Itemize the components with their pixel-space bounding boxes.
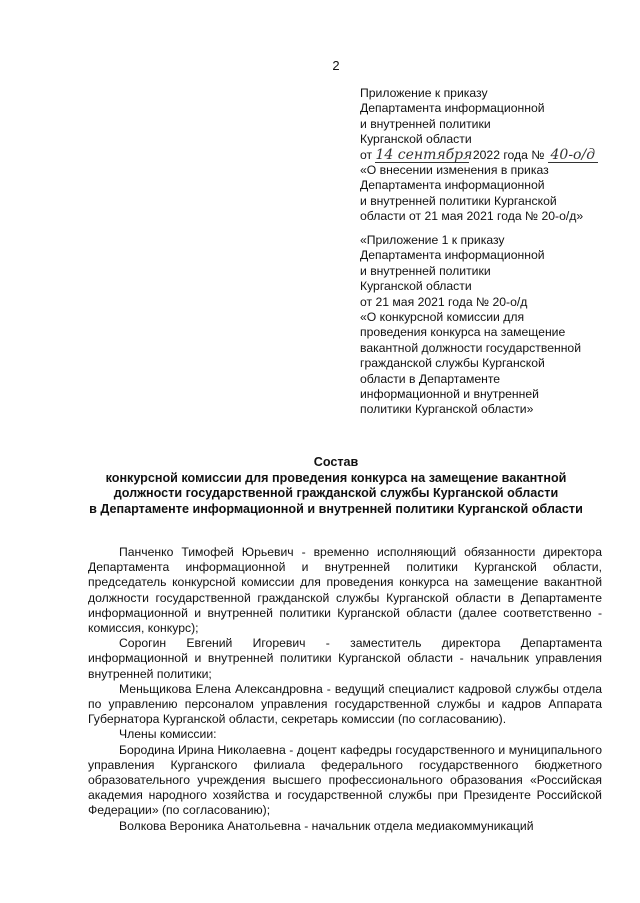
paragraph-deputy-chairman: Сорогин Евгений Игоревич - заместитель директора Департамента информационной и внутренней политики Курганской области - начальник управления внутренней политики; [88,636,602,681]
appendix-quote-line: вакантной должности государственной [360,340,582,355]
paragraph-members-label: Члены комиссии: [119,727,217,742]
appendix-header-line: Курганской области [360,132,472,147]
appendix-quote-line: Департамента информационной [360,248,545,263]
paragraph-member: Бородина Ирина Николаевна - доцент кафедры государственного и муниципального управления Курганского филиала федерального государственного бюджетного образовательного учреждения высшего профессионального образования «Российская академия народного хозяйства и государственной службы при Президенте Российской Федерации» (по согласованию); [88,742,602,818]
appendix-quote-line: и внутренней политики [360,263,491,278]
page-number: 2 [332,58,340,73]
heading-line: в Департаменте информационной и внутренней политики Курганской области [89,501,583,516]
paragraph-secretary: Меньщикова Елена Александровна - ведущий специалист кадровой службы отдела по управлению персоналом управления государственной службы и кадров Аппарата Губернатора Курганской области, секретарь комиссии (по согласованию). [88,681,602,727]
appendix-header [360,86,620,225]
appendix-header-line: «О внесении изменения в приказ [360,163,549,178]
appendix-quote-line: «Приложение 1 к приказу [360,233,505,247]
appendix-quote-line: Курганской области [360,279,472,294]
appendix-header-line: Приложение к приказу [360,86,488,100]
appendix-quote-line: области в Департаменте [360,371,501,386]
heading-line: должности государственной гражданской службы Курганской области [113,486,559,500]
appendix-quote [360,233,620,418]
heading-line: конкурсной комиссии для проведения конкурса на замещение вакантной [105,470,567,485]
appendix-quote-line: «О конкурсной комиссии для [360,310,525,325]
appendix-quote-line: от 21 мая 2021 года № 20-о/д [360,294,528,309]
appendix-quote-line: проведения конкурса на замещение [360,325,566,340]
heading-title: Состав [313,455,359,469]
date-prefix: от [360,147,373,162]
appendix-header-line: Департамента информационной [360,178,545,193]
appendix-quote-line: гражданской службы Курганской [360,356,545,371]
appendix-header-line: и внутренней политики [360,116,491,131]
document-heading [40,455,632,517]
handwritten-date: 14 сентября [375,146,473,163]
paragraph-chairman: Панченко Тимофей Юрьевич - временно исполняющий обязанности директора Департамента информационной и внутренней политики Курганской области, председатель конкурсной комиссии для проведения конкурса на замещение вакантной должности государственной гражданской службы Курганской области в Департаменте информационной и внутренней политики Курганской области (далее соответственно - комиссия, конкурс); [88,545,602,636]
appendix-date-line [360,148,620,163]
appendix-header-line: Департамента информационной [360,101,545,116]
commission-members [88,545,602,834]
appendix-quote-line: информационной и внутренней [360,387,539,402]
paragraph-member: Волкова Вероника Анатольевна - начальник отдела медиакоммуникаций [119,818,534,833]
appendix-header-line: области от 21 мая 2021 года № 20-о/д» [360,209,584,224]
year-text: 2022 года № [472,147,545,162]
appendix-quote-line: политики Курганской области» [360,402,534,417]
handwritten-order-number: 40-о/д [548,149,598,163]
appendix-header-line: и внутренней политики Курганской [360,193,557,208]
